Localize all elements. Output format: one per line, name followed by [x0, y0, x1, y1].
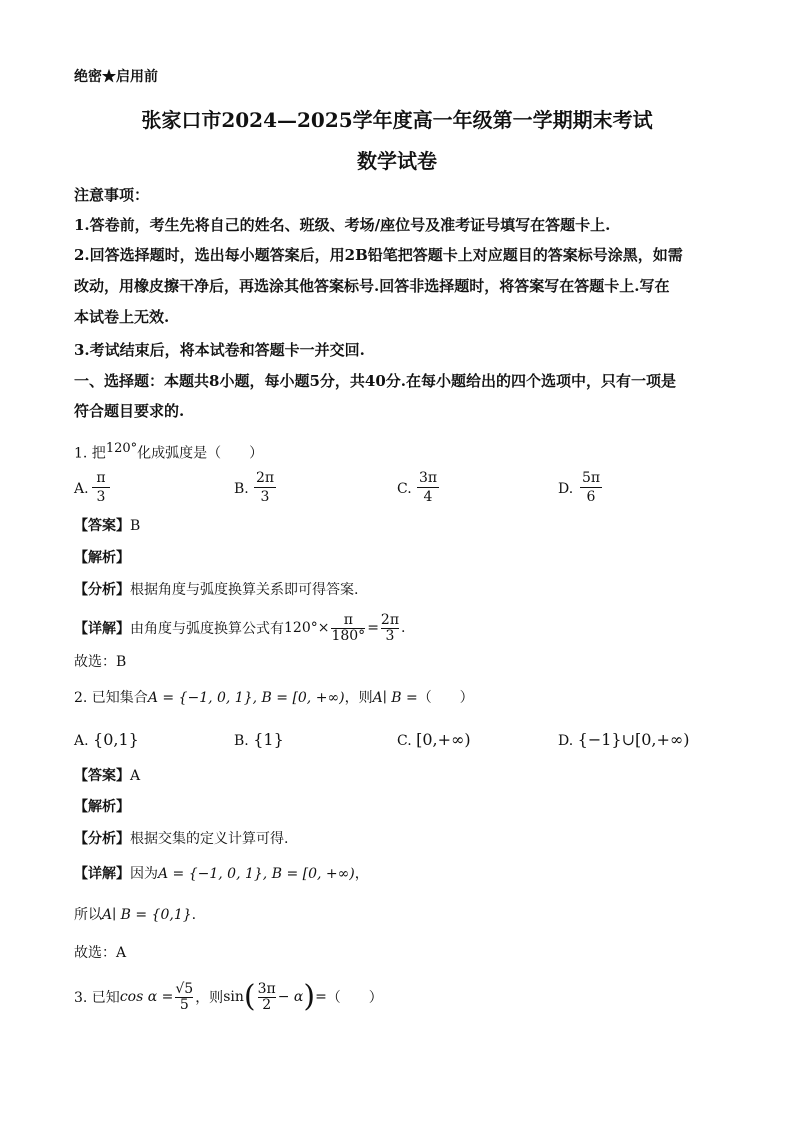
- notes-item-3: 3.考试结束后，将本试卷和答题卡一并交回.: [74, 341, 365, 359]
- q1-prefix: 1. 把: [74, 445, 106, 462]
- q1-detail-frac-1-num: π: [343, 611, 353, 628]
- q2-detail-tag: 【详解】: [74, 866, 130, 882]
- section-1-line1: 一、选择题：本题共8小题，每小题5分，共40分.在每小题给出的四个选项中，只有一项是: [74, 372, 676, 390]
- q1-detail-frac-2-num: 2π: [380, 611, 400, 628]
- q3-stem-prefix: 3. 已知: [74, 990, 120, 1006]
- q2-fenxi-text: 根据交集的定义计算可得.: [130, 831, 289, 847]
- q2-option-b-label: B.: [234, 733, 249, 749]
- q1-option-c-fraction: [417, 470, 439, 505]
- q2-option-b: [234, 730, 284, 749]
- q3-blank: （ ）: [326, 990, 383, 1006]
- q1-option-c-num: 3π: [418, 470, 438, 486]
- q3-cos: cos α =: [119, 989, 174, 1005]
- q1-answer: [74, 515, 140, 535]
- q3-cos-fraction: [175, 982, 193, 1013]
- q1-option-d-label: D.: [558, 481, 574, 497]
- q1-option-c-den: 4: [423, 489, 433, 505]
- q3-left-paren: (: [243, 979, 256, 1014]
- q1-option-b-fraction: [254, 470, 276, 505]
- q1-option-b-den: 3: [260, 489, 270, 505]
- q2-fenxi: [74, 828, 288, 848]
- q1-detail-frac-1: [331, 613, 365, 644]
- q3-sin-den: 2: [262, 996, 272, 1013]
- q2-answer-tag: 【答案】: [74, 768, 130, 784]
- notes-item-1: 1.答卷前，考生先将自己的姓名、班级、考场/座位号及准考证号填写在答题卡上.: [74, 216, 611, 234]
- notes-heading: 注意事项：: [74, 186, 150, 204]
- q1-angle: 120°: [105, 441, 138, 456]
- q2-option-c: [397, 730, 471, 749]
- q2-option-a-text: {0,1}: [93, 730, 139, 749]
- q1-option-d-den: 6: [586, 489, 596, 505]
- q1-option-a-label: A.: [74, 481, 89, 497]
- q2-so-text: 所以: [74, 907, 102, 923]
- q1-stem: [74, 441, 263, 463]
- q1-detail-frac-2-den: 3: [385, 627, 395, 644]
- q3-right-paren: ): [303, 979, 316, 1014]
- notes-item-2-line2: 改动，用橡皮擦干净后，再选涂其他答案标号.回答非选择题时，将答案写在答题卡上.写在: [74, 277, 670, 295]
- q1-option-b-num: 2π: [255, 470, 275, 486]
- q2-answer: [74, 765, 140, 785]
- q2-detail-end: ，: [354, 866, 369, 882]
- q1-detail-frac-2: [381, 613, 399, 644]
- q2-analysis-tag: 【解析】: [74, 799, 130, 815]
- notes-item-2-line3: 本试卷上无效.: [74, 308, 170, 326]
- q1-detail-tag: 【详解】: [74, 621, 130, 637]
- q1-fenxi: [74, 579, 358, 599]
- q2-option-d: [558, 730, 689, 749]
- q2-conclusion: [74, 904, 196, 924]
- q1-option-a-num: π: [96, 470, 106, 486]
- q3-cos-den: 5: [179, 996, 189, 1013]
- q2-detail: [74, 863, 369, 883]
- exam-subject: 数学试卷: [357, 149, 437, 173]
- q3-stem: [74, 974, 383, 1020]
- secret-label: 绝密★启用前: [74, 69, 158, 85]
- q1-detail: [74, 606, 405, 650]
- q2-option-a: [74, 730, 139, 749]
- exam-title: 张家口市2024—2025学年度高一年级第一学期期末考试: [141, 108, 653, 132]
- q1-analysis-tag: 【解析】: [74, 550, 130, 566]
- q1-choose: 故选：B: [74, 654, 127, 670]
- q2-stem: [74, 687, 474, 707]
- q1-answer-tag: 【答案】: [74, 518, 130, 534]
- q2-option-d-label: D.: [558, 733, 574, 749]
- section-1-line2: 符合题目要求的.: [74, 402, 185, 420]
- q2-answer-value: A: [130, 768, 141, 784]
- q2-detail-expr: A = {−1, 0, 1}, B = [0, +∞): [158, 866, 355, 882]
- q2-stem-intersection: A∣ B =: [372, 690, 418, 706]
- q1-detail-end: .: [401, 620, 406, 636]
- q2-stem-prefix: 2. 已知集合: [74, 690, 148, 706]
- q1-detail-eq: =: [367, 620, 379, 636]
- q2-stem-then: ，则: [344, 690, 373, 706]
- q2-option-b-text: {1}: [253, 730, 284, 749]
- q1-option-b-label: B.: [234, 481, 249, 497]
- q2-fenxi-tag: 【分析】: [74, 831, 130, 847]
- q2-so-end: .: [191, 907, 197, 923]
- q2-detail-text: 因为: [130, 866, 158, 882]
- q1-option-a-fraction: [92, 470, 110, 505]
- q1-answer-value: B: [130, 518, 141, 534]
- q1-option-d-fraction: [580, 470, 602, 505]
- q1-fenxi-text: 根据角度与弧度换算关系即可得答案.: [130, 582, 359, 598]
- q2-option-a-label: A.: [74, 733, 89, 749]
- q2-option-c-label: C.: [397, 733, 412, 749]
- q1-option-c-label: C.: [397, 481, 412, 497]
- q1-option-a-den: 3: [96, 489, 106, 505]
- q1-option-d-num: 5π: [581, 470, 601, 486]
- q2-option-c-text: [0,+∞): [416, 730, 471, 749]
- q3-stem-then: ，则: [195, 990, 224, 1006]
- q3-cos-num: √5: [175, 980, 194, 997]
- q1-detail-text: 由角度与弧度换算公式有: [130, 621, 284, 637]
- q1-detail-expr: 120°×: [284, 620, 330, 636]
- q3-eq: =: [315, 989, 327, 1005]
- q2-option-d-text: {−1}∪[0,+∞): [577, 730, 690, 749]
- notes-item-2-line1: 2.回答选择题时，选出每小题答案后，用2B铅笔把答题卡上对应题目的答案标号涂黑，如需: [74, 246, 683, 264]
- q3-sin-num: 3π: [257, 980, 276, 997]
- q1-suffix: 化成弧度是（ ）: [137, 445, 264, 462]
- q2-stem-blank: （ ）: [417, 690, 474, 706]
- q2-so-expr: A∣ B = {0,1}: [102, 907, 192, 923]
- q3-sin-tail: − α: [277, 989, 304, 1005]
- q1-fenxi-tag: 【分析】: [74, 582, 130, 598]
- q3-sin-fraction: [258, 982, 276, 1013]
- q3-sin: sin: [223, 989, 244, 1005]
- q2-choose: 故选：A: [74, 945, 127, 961]
- q1-detail-frac-1-den: 180°: [331, 627, 366, 644]
- q2-stem-sets: A = {−1, 0, 1}, B = [0, +∞): [147, 690, 345, 706]
